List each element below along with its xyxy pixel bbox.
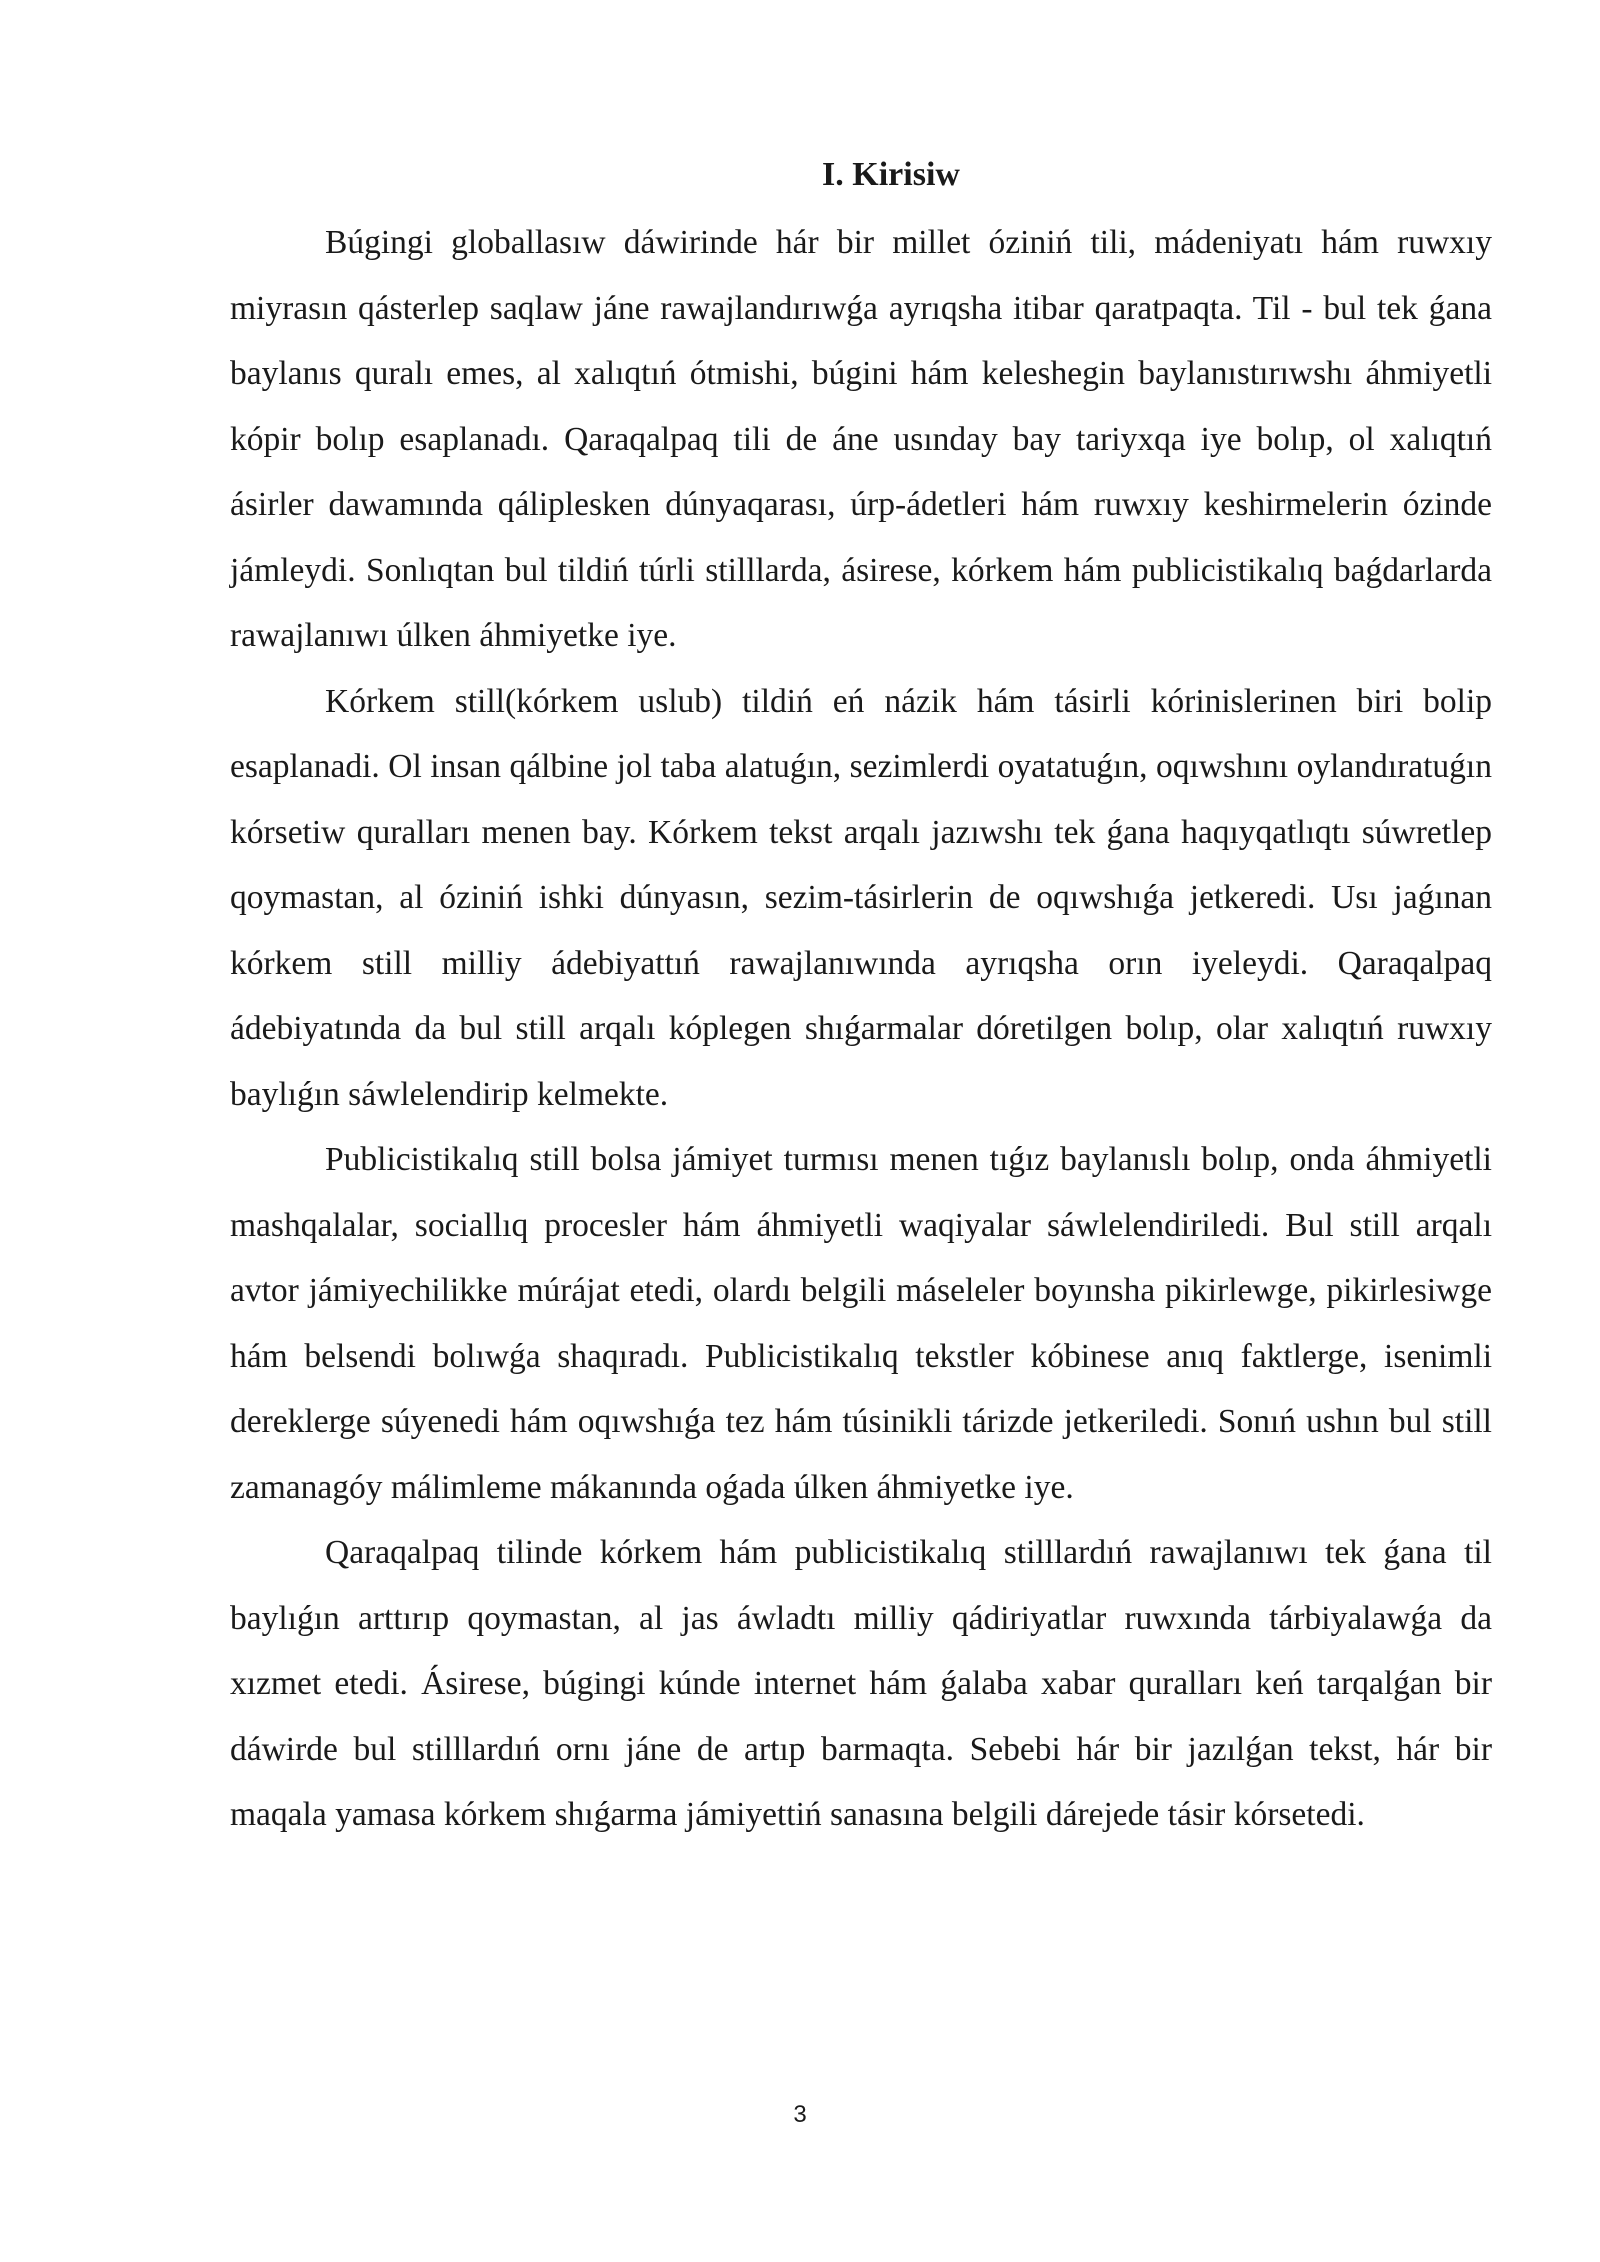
page-number: 3 — [793, 2101, 807, 2128]
paragraph-2: Kórkem still(kórkem uslub) tildiń eń názik hám tásirli kórinislerinen biri bolip esaplanadi. Ol insan qálbine jol taba alatuǵın, sezimlerdi oyatatuǵın, oqıwshını oylandıratuǵın kórsetiw quralları menen bay. Kórkem tekst arqalı jazıwshı tek ǵana haqıyqatlıqtı súwretlep qoymastan, al óziniń ishki dúnyasın, sezim-tásirlerin de oqıwshıǵa jetkeredi. Usı jaǵınan kórkem still milliy ádebiyattıń rawajlanıwında ayrıqsha orın iyeleydi. Qaraqalpaq ádebiyatında da bul still arqalı kóplegen shıǵarmalar dóretilgen bolıp, olar xalıqtıń ruwxıy baylıǵın sáwlelendirip kelmekte. — [230, 682, 1492, 1113]
page-content — [230, 148, 1492, 1848]
paragraph-3: Publicistikalıq still bolsa jámiyet turmısı menen tıǵız baylanıslı bolıp, onda áhmiyetli mashqalalar, sociallıq procesler hám áhmiyetli waqiyalar sáwlelendiriledi. Bul still arqalı avtor jámiyechilikke múrájat etedi, olardı belgili máseleler boyınsha pikirlewge, pikirlesiwge hám belsendi bolıwǵa shaqıradı. Publicistikalıq tekstler kóbinese anıq faktlerge, isenimli dereklerge súyenedi hám oqıwshıǵa tez hám túsinikli tárizde jetkeriledi. Sonıń ushın bul still zamanagóy málimleme mákanında oǵada úlken áhmiyetke iye. — [230, 1141, 1492, 1506]
paragraph-4: Qaraqalpaq tilinde kórkem hám publicistikalıq stilllardıń rawajlanıwı tek ǵana til baylıǵın arttırıp qoymastan, al jas áwladtı milliy qádiriyatlar ruwxında tárbiyalawǵa da xızmet etedi. Ásirese, búgingi kúnde internet hám ǵalaba xabar quralları keń tarqalǵan bir dáwirde bul stilllardıń ornı jáne de artıp barmaqta. Sebebi hár bir jazılǵan tekst, hár bir maqala yamasa kórkem shıǵarma jámiyettiń sanasına belgili dárejede tásir kórsetedi. — [230, 1534, 1492, 1833]
paragraph-1: Búgingi globallasıw dáwirinde hár bir millet óziniń tili, mádeniyatı hám ruwxıy miyrasın qásterlep saqlaw jáne rawajlandırıwǵa ayrıqsha itibar qaratpaqta. Til - bul tek ǵana baylanıs quralı emes, al xalıqtıń ótmishi, búgini hám keleshegin baylanıstırıwshı áhmiyetli kópir bolıp esaplanadı. Qaraqalpaq tili de áne usınday bay tariyxqa iye bolıp, ol xalıqtıń ásirler dawamında qáliplesken dúnyaqarası, úrp-ádetleri hám ruwxıy keshirmelerin ózinde jámleydi. Sonlıqtan bul tildiń túrli stilllarda, ásirese, kórkem hám publicistikalıq baǵdarlarda rawajlanıwı úlken áhmiyetke iye. — [230, 224, 1492, 654]
section-heading: I. Kirisiw — [822, 156, 960, 193]
